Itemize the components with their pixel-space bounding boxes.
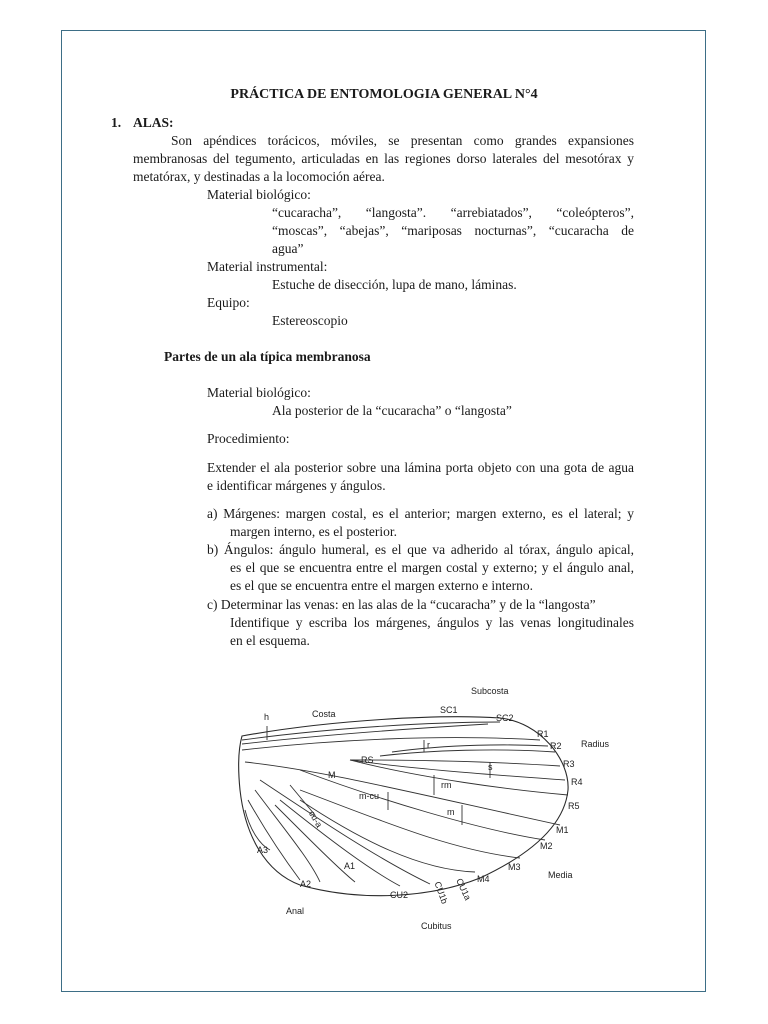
intro-line: membranosas del tegumento, articuladas en las regiones dorso laterales del mesotórax y xyxy=(133,151,634,166)
list-item-c-cont: en el esquema. xyxy=(230,633,310,648)
label-r5: R5 xyxy=(568,801,580,811)
procedimiento-text: Extender el ala posterior sobre una lámina porta objeto con una gota de agua xyxy=(207,460,634,475)
material-instrumental-value: Estuche de disección, lupa de mano, láminas. xyxy=(272,277,517,292)
label-sc1: SC1 xyxy=(440,705,458,715)
label-m2: M2 xyxy=(540,841,553,851)
label-r4: R4 xyxy=(571,777,583,787)
sub-material-value: Ala posterior de la “cucaracha” o “langosta” xyxy=(272,403,512,418)
label-m: M xyxy=(328,770,336,780)
label-media: Media xyxy=(548,870,573,880)
list-item-c: c) Determinar las venas: en las alas de la “cucaracha” y de la “langosta” xyxy=(207,597,596,612)
label-sc2: SC2 xyxy=(496,713,514,723)
label-radius: Radius xyxy=(581,739,610,749)
label-subcosta: Subcosta xyxy=(471,686,509,696)
label-cu1b: CU1b xyxy=(432,880,450,906)
label-a2: A2 xyxy=(300,879,312,889)
page-title: PRÁCTICA DE ENTOMOLOGIA GENERAL N°4 xyxy=(230,87,538,102)
list-item-b-cont: es el que se encuentra entre el margen costal y externo; y el ángulo anal, xyxy=(230,560,634,575)
list-item-b: b) Ángulos: ángulo humeral, es el que va adherido al tórax, ángulo apical, xyxy=(207,542,634,557)
list-item-a-cont: margen interno, es el posterior. xyxy=(230,524,397,539)
label-rs: RS xyxy=(361,755,374,765)
label-a1: A1 xyxy=(344,861,356,871)
label-r3: R3 xyxy=(563,759,575,769)
label-cu2: CU2 xyxy=(390,890,409,900)
list-item-b-cont: es el que se encuentra entre el margen externo e interno. xyxy=(230,578,533,593)
list-item-c-cont: Identifique y escriba los márgenes, ángulos y las venas longitudinales xyxy=(230,615,634,630)
section-number: 1. xyxy=(111,115,122,130)
material-biologico-item: “cucaracha”, “langosta”. “arrebiatados”, “coleópteros”, xyxy=(272,205,634,220)
label-m-cross: m xyxy=(447,807,455,817)
section-heading: ALAS: xyxy=(133,115,174,130)
material-biologico-item: agua” xyxy=(272,241,304,256)
label-cu1a: CU1a xyxy=(454,876,474,902)
label-m1: M1 xyxy=(556,825,569,835)
label-m3: M3 xyxy=(508,862,521,872)
subsection-heading: Partes de un ala típica membranosa xyxy=(164,349,371,364)
procedimiento-label: Procedimiento: xyxy=(207,431,290,446)
label-costa: Costa xyxy=(312,709,336,719)
label-m-cu: m-cu xyxy=(359,791,379,801)
intro-line: metatórax, y destinadas a la locomoción aérea. xyxy=(133,169,385,184)
label-a3: A3 xyxy=(257,845,269,855)
label-s: s xyxy=(488,762,493,772)
label-cubitus: Cubitus xyxy=(421,921,452,931)
material-instrumental-label: Material instrumental: xyxy=(207,259,328,274)
material-biologico-label: Material biológico: xyxy=(207,187,311,202)
intro-line: Son apéndices torácicos, móviles, se presentan como grandes expansiones xyxy=(171,133,634,148)
material-biologico-item: “moscas”, “abejas”, “mariposas nocturnas”, “cucaracha de xyxy=(272,223,634,238)
label-r2: R2 xyxy=(550,741,562,751)
sub-material-label: Material biológico: xyxy=(207,385,311,400)
label-m4: M4 xyxy=(477,874,490,884)
label-r1: R1 xyxy=(537,729,549,739)
label-rm: rm xyxy=(441,780,452,790)
equipo-label: Equipo: xyxy=(207,295,250,310)
label-h: h xyxy=(264,712,270,722)
label-cu-a: cu-a xyxy=(306,809,325,830)
list-item-a: a) Márgenes: margen costal, es el anterior; margen externo, es el lateral; y xyxy=(207,506,634,521)
label-anal: Anal xyxy=(286,906,305,916)
label-r-cross: r xyxy=(427,740,430,750)
equipo-value: Estereoscopio xyxy=(272,313,348,328)
procedimiento-text: e identificar márgenes y ángulos. xyxy=(207,478,386,493)
